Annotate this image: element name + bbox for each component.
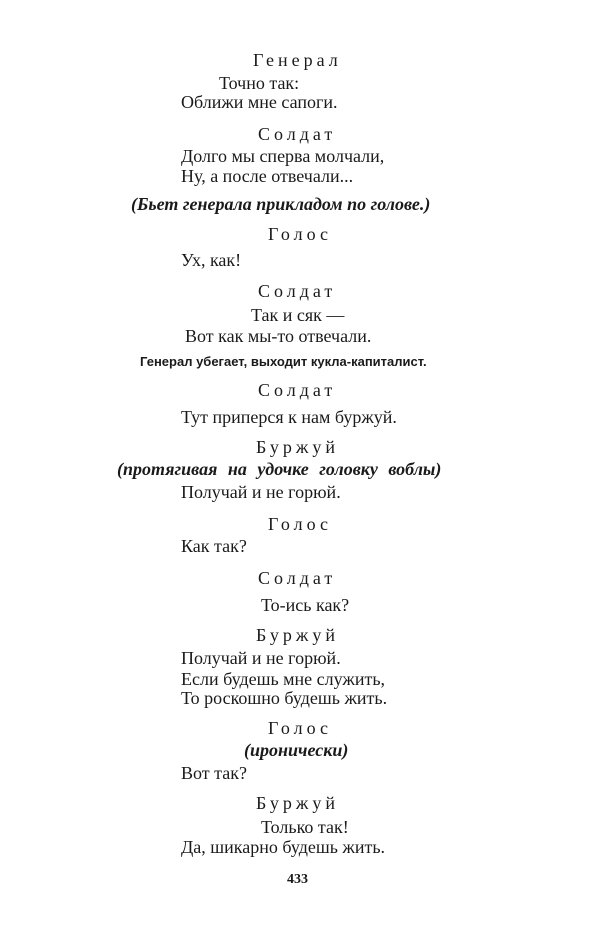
speaker-name: Буржуй (256, 437, 339, 457)
verse-line: Вот так? (181, 763, 247, 783)
page-number: 433 (287, 872, 308, 887)
speaker-name: Генерал (253, 50, 342, 70)
verse-line: Так и сяк — (251, 305, 345, 325)
stage-direction: Генерал убегает, выходит кукла-капиталист. (140, 354, 427, 369)
verse-line: Если будешь мне служить, (181, 669, 386, 689)
speaker-name: Солдат (258, 568, 337, 588)
verse-line: То-ись как? (261, 595, 350, 615)
speaker-name: Буржуй (256, 793, 339, 813)
verse-line: Вот как мы-то отвечали. (185, 326, 372, 346)
speaker-name: Голос (268, 224, 333, 244)
stage-direction: (иронически) (244, 740, 349, 760)
verse-line: Только так! (261, 817, 349, 837)
verse-line: Тут приперся к нам буржуй. (181, 407, 397, 427)
verse-line: Оближи мне сапоги. (181, 92, 338, 112)
speaker-name: Солдат (258, 124, 337, 144)
speaker-name: Солдат (258, 281, 337, 301)
verse-line: Долго мы сперва молчали, (181, 146, 385, 166)
stage-direction: (Бьет генерала прикладом по голове.) (131, 194, 431, 214)
verse-line: Получай и не горюй. (181, 482, 341, 502)
verse-line: Ну, а после отвечали... (181, 166, 354, 186)
verse-line: То роскошно будешь жить. (181, 688, 388, 708)
stage-direction: (протягивая на удочке головку воблы) (117, 459, 442, 479)
speaker-name: Буржуй (256, 625, 339, 645)
verse-line: Ух, как! (181, 250, 242, 270)
verse-line: Точно так: (219, 73, 300, 93)
verse-line: Да, шикарно будешь жить. (181, 837, 386, 857)
verse-line: Как так? (181, 536, 247, 556)
verse-line: Получай и не горюй. (181, 648, 341, 668)
speaker-name: Голос (268, 514, 333, 534)
speaker-name: Голос (268, 718, 333, 738)
speaker-name: Солдат (258, 380, 337, 400)
